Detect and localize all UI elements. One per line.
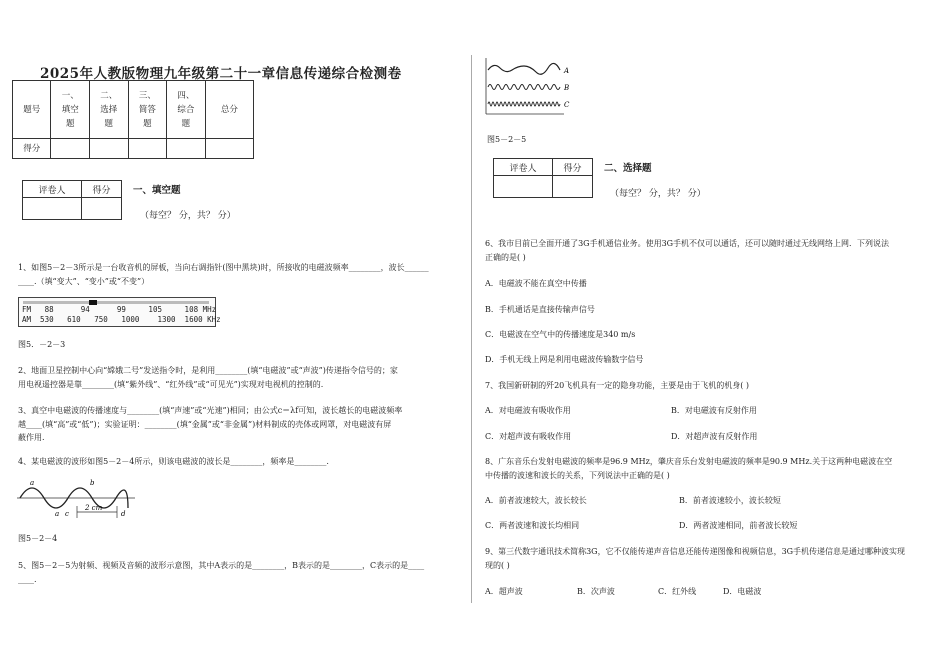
question-text: 9、第三代数字通讯技术简称3G，它不仅能传递声音信息还能传递图像和视频信息，3G手机传递信息是通过哪种波实现 bbox=[485, 547, 906, 556]
grader-label: 得分 bbox=[81, 181, 121, 198]
option-b[interactable]: B．手机通话是直接传输声信号 bbox=[485, 305, 595, 314]
question-text: 7、我国新研制的歼20飞机具有一定的隐身功能，主要是由于飞机的机身( ) bbox=[485, 381, 750, 390]
option-b[interactable]: B．对电磁波有反射作用 bbox=[671, 406, 757, 415]
radio-dial-track bbox=[23, 301, 209, 304]
waveform-b bbox=[488, 85, 560, 90]
option-d[interactable]: D．对超声波有反射作用 bbox=[671, 432, 758, 441]
option-c[interactable]: C．电磁波在空气中的传播速度是340 m/s bbox=[485, 330, 636, 339]
score-cell[interactable] bbox=[128, 139, 167, 159]
score-row-label: 得分 bbox=[13, 139, 51, 159]
page-title: 2025年人教版物理九年级第二十一章信息传递综合检测卷 bbox=[40, 66, 402, 82]
question-text: 越____(填“高”或“低”)；实验证明：________(填“金属”或“非金属”)材料制成的壳体或网罩，对电磁波有屏 bbox=[18, 420, 392, 429]
radio-dial bbox=[18, 297, 221, 327]
score-cell[interactable] bbox=[205, 139, 253, 159]
score-header-label: 四、 综合 题 bbox=[177, 90, 195, 129]
wave-label-c: c bbox=[65, 510, 69, 518]
waveform-label-b: B bbox=[564, 84, 570, 92]
wave-label-a: a bbox=[55, 510, 60, 518]
option-a[interactable]: A．电磁波不能在真空中传播 bbox=[485, 279, 587, 288]
score-header-cell bbox=[51, 81, 90, 139]
waveform-figure-5-2-5 bbox=[484, 56, 574, 118]
option-a[interactable]: A．超声波 bbox=[485, 587, 523, 596]
score-table bbox=[12, 80, 254, 159]
question-text: 现的( ) bbox=[485, 561, 510, 570]
waveform-a bbox=[488, 63, 560, 74]
option-b[interactable]: B．次声波 bbox=[577, 587, 615, 596]
grader-box bbox=[22, 180, 122, 220]
option-d[interactable]: D．手机无线上网是利用电磁波传输数字信号 bbox=[485, 355, 644, 364]
column-divider bbox=[471, 55, 472, 603]
question-text: 中传播的波速和波长的关系，下列说法中正确的是( ) bbox=[485, 471, 670, 480]
grader-box bbox=[493, 158, 593, 198]
question-text: 8、广东音乐台发射电磁波的频率是96.9 MHz，肇庆音乐台发射电磁波的频率是90.9 MHz.关于这两种电磁波在空 bbox=[485, 457, 893, 466]
question-text: ____.（填“变大”、“变小”或“不变”） bbox=[18, 277, 150, 286]
question-text: 用电视遥控器是靠________(填“紫外线”、“红外线”或“可见光”)实现对电视机的控制的. bbox=[18, 380, 324, 389]
waveform-c bbox=[488, 102, 560, 106]
score-header-label: 总分 bbox=[220, 104, 238, 115]
grader-cell[interactable] bbox=[552, 176, 592, 198]
score-header-cell bbox=[128, 81, 167, 139]
grader-cell[interactable] bbox=[23, 198, 82, 220]
score-header-label: 一、 填空 题 bbox=[61, 90, 79, 129]
option-c[interactable]: C．两者波速和波长均相同 bbox=[485, 521, 580, 530]
option-c[interactable]: C．红外线 bbox=[658, 587, 697, 596]
score-cell[interactable] bbox=[89, 139, 128, 159]
wave-figure-5-2-4 bbox=[15, 476, 140, 524]
option-b[interactable]: B．前者波速较小，波长较短 bbox=[679, 496, 781, 505]
score-header-cell bbox=[89, 81, 128, 139]
section-subheading: （每空？ 分，共？ 分） bbox=[140, 211, 236, 221]
question-text: ____. bbox=[18, 575, 37, 584]
question-text: 蔽作用. bbox=[18, 433, 45, 442]
score-cell[interactable] bbox=[167, 139, 206, 159]
radio-scale-am: AM 530 610 750 1000 1300 1600 KHz bbox=[22, 315, 221, 324]
grader-label: 评卷人 bbox=[23, 181, 82, 198]
question-text: 4、某电磁波的波形如图5－2－4所示，则该电磁波的波长是________，频率是________. bbox=[18, 457, 329, 466]
wave-label-b: b bbox=[90, 479, 95, 487]
section-heading: 一、填空题 bbox=[133, 185, 181, 196]
option-a[interactable]: A．对电磁波有吸收作用 bbox=[485, 406, 571, 415]
figure-caption: 图5－2－4 bbox=[18, 534, 58, 543]
score-header-cell bbox=[205, 81, 253, 139]
score-header-label: 题号 bbox=[23, 104, 41, 115]
figure-caption: 图5．－2－3 bbox=[18, 340, 66, 349]
wave-label-a: a bbox=[30, 479, 35, 487]
score-header-label: 二、 选择 题 bbox=[100, 90, 118, 129]
option-a[interactable]: A．前者波速较大，波长较长 bbox=[485, 496, 587, 505]
score-header-cell bbox=[167, 81, 206, 139]
option-c[interactable]: C．对超声波有吸收作用 bbox=[485, 432, 572, 441]
question-text: 6、我市目前已全面开通了3G手机通信业务。使用3G手机不仅可以通话，还可以随时通过无线网络上网．下列说法 bbox=[485, 239, 890, 248]
grader-cell[interactable] bbox=[494, 176, 553, 198]
figure-caption: 图5－2－5 bbox=[487, 135, 527, 144]
section-subheading: （每空？ 分，共？ 分） bbox=[610, 189, 706, 199]
grader-label: 得分 bbox=[552, 159, 592, 176]
option-d[interactable]: D．两者波速相同，前者波长较短 bbox=[679, 521, 798, 530]
question-text: 2、地面卫星控制中心向“嫦娥二号”发送指令时，是利用________(填“电磁波”或“声波”)传递指令信号的；家 bbox=[18, 366, 398, 375]
score-cell[interactable] bbox=[51, 139, 90, 159]
wave-dimension-label: 2 cm bbox=[85, 504, 103, 512]
wave-label-d: d bbox=[121, 510, 126, 518]
grader-cell[interactable] bbox=[81, 198, 121, 220]
score-header-label: 三、 简答 题 bbox=[138, 90, 156, 129]
question-text: 5、图5－2－5为射频、视频及音频的波形示意图，其中A表示的是________，B表示的是________，C表示的是____ bbox=[18, 561, 425, 570]
question-text: 1、如图5－2－3所示是一台收音机的屏板，当向右调指针(图中黑块)时，所接收的电磁波频率________，波长______ bbox=[18, 263, 429, 272]
option-d[interactable]: D．电磁波 bbox=[723, 587, 762, 596]
section-heading: 二、选择题 bbox=[604, 163, 652, 174]
question-text: 正确的是( ) bbox=[485, 253, 526, 262]
score-header-cell bbox=[13, 81, 51, 139]
grader-label: 评卷人 bbox=[494, 159, 553, 176]
question-text: 3、真空中电磁波的传播速度与________(填“声速”或“光速”)相同；由公式c＝λf可知，波长越长的电磁波频率 bbox=[18, 406, 403, 415]
radio-scale-fm: FM 88 94 99 105 108 MHz bbox=[22, 305, 217, 314]
waveform-label-c: C bbox=[564, 101, 570, 109]
waveform-label-a: A bbox=[564, 67, 570, 75]
